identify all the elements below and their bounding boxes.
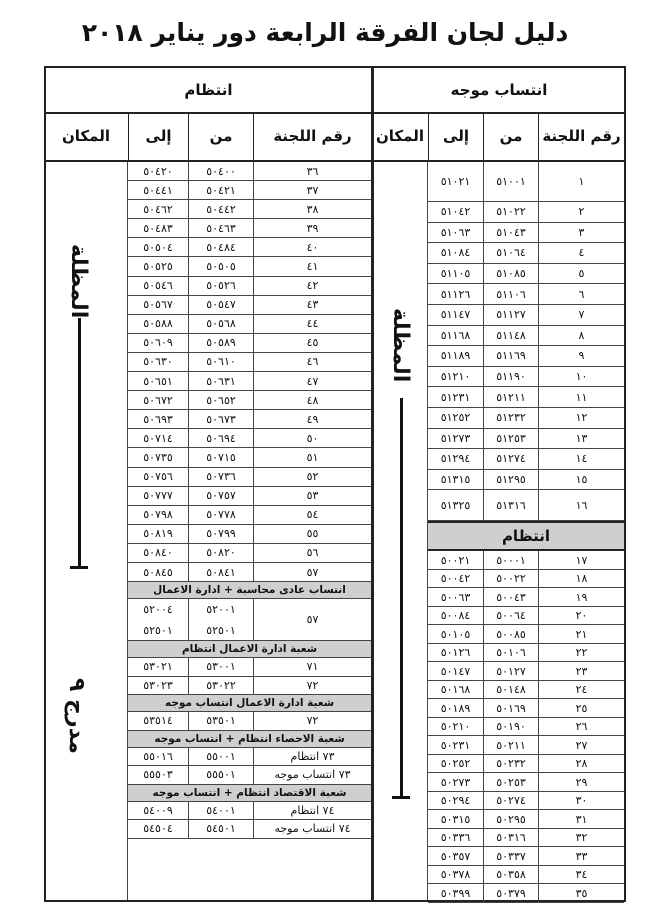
table-row [428,625,624,644]
committee-cell: ٥٣ [253,487,371,505]
from-cell: ٥٠٨٤١ [188,563,253,581]
from-cell: ٥٢٠٠١ [188,599,253,620]
table-row [128,544,371,563]
table-row [428,264,624,285]
committee-cell: ٢ [538,202,624,222]
table-row [428,829,624,848]
from-cell: ٥٠٥٢٦ [188,277,253,295]
to-cell: ٥١٢٩٤ [440,452,471,466]
committee-cell: ٣٠ [538,792,624,810]
from-cell: ٥٠٢٣٢ [483,755,538,773]
committee-cell: ٥٠ [253,429,371,447]
header-to: إلى [128,112,188,162]
right-place-bracket-end [392,796,410,799]
from-cell: ٥٠٦٣١ [188,372,253,390]
left-panel-regular [44,66,373,902]
from-cell: ٥١١٤٨ [483,326,538,346]
to-cell: ٥٠٦٣٠ [143,355,173,369]
table-row [428,644,624,663]
from-cell: ٥٢٥٠١ [188,620,253,641]
committee-cell: ٣٤ [538,866,624,884]
to-cell: ٥١١٢٦ [440,287,471,301]
committee-cell: ٧٣ انتساب موجه [253,766,371,784]
from-cell: ٥١٢٩٥ [483,470,538,490]
committee-cell: ٤١ [253,257,371,275]
to-cell: ٥٠٥٤٦ [143,279,173,293]
table-row [128,162,371,181]
table-row [428,387,624,408]
from-cell: ٥٠٧١٥ [188,448,253,466]
from-cell: ٥٠١٤٨ [483,681,538,699]
to-cell: ٥٣٠٢٣ [143,678,173,692]
committee-cell: ٢١ [538,625,624,643]
to-cell: ٥٠٤٦٢ [143,202,173,216]
to-cell: ٥٤٥٠٤ [143,822,173,836]
from-cell: ٥١٢٧٤ [483,449,538,469]
committee-cell: ١٥ [538,470,624,490]
right-panel-directed-affiliation [372,66,626,902]
from-cell: ٥٥٥٠١ [188,766,253,784]
header-from: من [483,112,538,162]
table-row [128,238,371,257]
committee-cell: ٢٥ [538,699,624,717]
to-cell: ٥٠٦٠٩ [143,336,173,350]
to-cell: ٥٠٥٠٤ [143,240,173,254]
committee-cell: ٧١ [253,658,371,676]
table-row [428,681,624,700]
committee-cell: ١٣ [538,429,624,449]
to-cell: ٥٠٤٤١ [143,183,173,197]
table-row [428,305,624,326]
from-cell: ٥٠٠٤٣ [483,588,538,606]
table-row [428,773,624,792]
committee-cell: ٤٢ [253,277,371,295]
header-committee: رقم اللجنة [538,112,624,162]
table-row [128,487,371,506]
to-cell: ٥٠٨١٩ [143,527,173,541]
from-cell: ٥٠٠٢٢ [483,570,538,588]
committee-cell: ٤٣ [253,296,371,314]
committee-cell: ٤٥ [253,334,371,352]
committee-cell: ٢٤ [538,681,624,699]
committee-cell: ٧٣ انتظام [253,748,371,766]
from-cell: ٥٤٠٠١ [188,802,253,820]
to-cell: ٥٠٨٤٥ [143,565,173,579]
committee-cell: ٥ [538,264,624,284]
section-header: شعبة الاقتصاد انتظام + انتساب موجه [128,785,371,802]
table-row [428,490,624,521]
table-row [128,181,371,200]
committee-cell: ٧٢ [253,677,371,695]
committee-cell: ١٩ [538,588,624,606]
from-cell: ٥١١٢٧ [483,305,538,325]
committee-cell: ٧٢ [253,712,371,730]
left-place-label-bottom: مدرج ٩ [64,678,89,754]
from-cell: ٥١٠٦٤ [483,243,538,263]
from-cell: ٥٠٣٣٧ [483,847,538,865]
from-cell: ٥٠٧٩٩ [188,525,253,543]
from-cell: ٥١٠٠١ [483,162,538,201]
to-cell: ٥٠٠٤٢ [440,572,471,586]
to-cell: ٥٠٥٦٧ [143,298,173,312]
committee-cell: ١٦ [538,490,624,520]
left-place-bracket [78,318,81,568]
table-row [128,429,371,448]
to-cell: ٥١٠٤٢ [440,205,471,219]
committee-cell: ٥٥ [253,525,371,543]
right-place-label: المظلة [388,308,413,383]
table-row [128,277,371,296]
to-cell: ٥٢٥٠١ [143,624,173,638]
from-cell: ٥٠٨٢٠ [188,544,253,562]
to-cell: ٥١١٨٩ [440,349,471,363]
to-cell: ٥٠٠٦٣ [440,590,471,604]
section-header: شعبة الاحصاء انتظام + انتساب موجه [128,731,371,748]
from-cell: ٥٠٦٩٤ [188,429,253,447]
to-cell: ٥١١٤٧ [440,308,471,322]
committee-cell: ٣١ [538,810,624,828]
from-cell: ٥٠٧٣٦ [188,468,253,486]
committee-cell: ١٢ [538,408,624,428]
table-row [428,367,624,388]
to-cell: ٥٠٢٩٤ [440,794,471,808]
to-cell: ٥٠٤٨٣ [143,221,173,235]
from-cell: ٥٣٥٠١ [188,712,253,730]
to-cell: ٥١٣١٥ [440,473,471,487]
table-row [128,658,371,677]
to-cell: ٥٠٧٣٥ [143,450,173,464]
to-cell: ٥٥٥٠٣ [143,768,173,782]
to-cell: ٥٠١٤٧ [440,664,471,678]
to-cell: ٥٠٦٧٢ [143,393,173,407]
left-group-header: انتظام [46,68,371,114]
from-cell: ٥٥٠٠١ [188,748,253,766]
committee-cell: ٢٦ [538,718,624,736]
from-cell: ٥٠٦٥٢ [188,391,253,409]
to-cell: ٥٠٠٨٤ [440,609,471,623]
left-place-label-top: المظلة [66,244,91,319]
from-cell: ٥٠٥٠٥ [188,257,253,275]
committee-cell: ١٠ [538,367,624,387]
committee-cell: ٤٦ [253,353,371,371]
to-cell: ٥٠١٦٨ [440,683,471,697]
from-cell: ٥١٢٣٢ [483,408,538,428]
table-row [128,677,371,696]
committee-cell: ٢٠ [538,607,624,625]
table-row [428,449,624,470]
committee-cell: ٤٧ [253,372,371,390]
from-cell: ٥١١٠٦ [483,284,538,304]
table-row [128,820,371,839]
committee-cell: ٧٤ انتظام [253,802,371,820]
table-row [428,551,624,570]
to-cell: ٥١٠٨٤ [440,246,471,260]
table-row [428,810,624,829]
section-header: شعبة ادارة الاعمال انتظام [128,641,371,658]
table-row [428,718,624,737]
committee-cell: ٤٤ [253,315,371,333]
from-cell: ٥٠٢٥٣ [483,773,538,791]
page-title: دليل لجان الفرقة الرابعة دور يناير ٢٠١٨ [81,18,569,47]
from-cell: ٥١١٩٠ [483,367,538,387]
to-cell: ٥١٢١٠ [440,370,471,384]
range-subrows [128,599,253,640]
table-row [428,326,624,347]
to-cell: ٥٠١٠٥ [440,627,471,641]
table-row [428,847,624,866]
table-row [128,599,371,641]
committee-cell: ٤٨ [253,391,371,409]
committee-cell: ٢٩ [538,773,624,791]
header-to: إلى [428,112,483,162]
to-cell: ٥٠٢٥٢ [440,757,471,771]
table-row [128,391,371,410]
from-cell: ٥٠٥٨٩ [188,334,253,352]
table-row [428,699,624,718]
committee-cell: ٥٦ [253,544,371,562]
table-row [428,223,624,244]
from-cell: ٥١٢١١ [483,387,538,407]
from-cell: ٥٠١٦٩ [483,699,538,717]
to-cell: ٥٠٢٧٣ [440,775,471,789]
table-row [428,284,624,305]
to-cell: ٥٣٥١٤ [143,714,173,728]
to-cell: ٥٠٣٧٨ [440,868,471,882]
from-cell: ٥٠٠٦٤ [483,607,538,625]
to-cell: ٥٠٥٢٥ [143,260,173,274]
table-row [128,372,371,391]
from-cell: ٥٠٣١٦ [483,829,538,847]
from-cell: ٥١٣١٦ [483,490,538,520]
table-row [428,470,624,491]
table-row [428,866,624,885]
committee-cell: ٣٣ [538,847,624,865]
from-cell: ٥٣٠٠١ [188,658,253,676]
from-cell: ٥٠٦٧٣ [188,410,253,428]
committee-cell: ٤ [538,243,624,263]
table-row [128,506,371,525]
to-cell: ٥١٣٢٥ [440,498,471,512]
from-cell: ٥٤٥٠١ [188,820,253,838]
committee-cell: ٢٨ [538,755,624,773]
from-cell: ٥١٢٥٣ [483,429,538,449]
to-cell: ٥٢٠٠٤ [143,603,173,617]
from-cell: ٥٠٧٥٧ [188,487,253,505]
to-cell: ٥٣٠٢١ [143,660,173,674]
to-cell: ٥٠٣١٥ [440,812,471,826]
from-cell: ٥٠١٩٠ [483,718,538,736]
from-cell: ٥١١٦٩ [483,346,538,366]
to-cell: ٥٠٥٨٨ [143,317,173,331]
from-cell: ٥٣٠٢٢ [188,677,253,695]
table-row [428,243,624,264]
table-row [428,884,624,903]
table-row [128,334,371,353]
table-row [428,408,624,429]
to-cell: ٥٤٠٠٩ [143,803,173,817]
to-cell: ٥٠٣٩٩ [440,886,471,900]
committee-cell: ٥٤ [253,506,371,524]
table-row [128,219,371,238]
to-cell: ٥٠٢٣١ [440,738,471,752]
committee-cell: ١ [538,162,624,201]
committee-cell: ١٤ [538,449,624,469]
committee-cell: ٣٨ [253,200,371,218]
table-row [428,202,624,223]
table-subrow [128,599,253,620]
from-cell: ٥٠٥٦٨ [188,315,253,333]
committee-cell: ٢٢ [538,644,624,662]
committee-cell: ٥٧ [253,599,371,640]
table-row [128,200,371,219]
from-cell: ٥٠١٢٧ [483,662,538,680]
right-table-body [428,162,624,903]
committee-cell: ١٨ [538,570,624,588]
to-cell: ٥٥٠١٦ [143,749,173,763]
to-cell: ٥١١٦٨ [440,328,471,342]
table-row [128,748,371,767]
to-cell: ٥٠٨٤٠ [143,546,173,560]
to-cell: ٥٠٦٩٣ [143,412,173,426]
table-row [428,162,624,202]
to-cell: ٥١٢٣١ [440,390,471,404]
from-cell: ٥٠٤٠٠ [188,162,253,180]
from-cell: ٥٠١٠٦ [483,644,538,662]
to-cell: ٥١٠٦٣ [440,225,471,239]
to-cell: ٥١٠٢١ [440,175,471,188]
from-cell: ٥١٠٢٢ [483,202,538,222]
committee-cell: ٢٧ [538,736,624,754]
left-place-bracket-end [70,566,88,569]
from-cell: ٥١٠٤٣ [483,223,538,243]
header-place: المكان [44,112,128,162]
from-cell: ٥٠٦١٠ [188,353,253,371]
table-row [128,712,371,731]
to-cell: ٥٠٧٥٦ [143,470,173,484]
to-cell: ٥١٢٥٢ [440,411,471,425]
from-cell: ٥٠٠٨٥ [483,625,538,643]
from-cell: ٥٠٢٧٤ [483,792,538,810]
to-cell: ٥٠٧٩٨ [143,508,173,522]
table-row [128,315,371,334]
committee-cell: ٥٧ [253,563,371,581]
committee-cell: ٣٦ [253,162,371,180]
committee-cell: ٣٧ [253,181,371,199]
table-row [428,588,624,607]
committee-cell: ٩ [538,346,624,366]
table-row [428,429,624,450]
to-cell: ٥٠١٨٩ [440,701,471,715]
from-cell: ٥٠٢٩٥ [483,810,538,828]
from-cell: ٥٠٥٤٧ [188,296,253,314]
from-cell: ٥١٠٨٥ [483,264,538,284]
right-place-bracket [400,398,403,798]
header-from: من [188,112,253,162]
to-cell: ٥٠٧١٤ [143,431,173,445]
from-cell: ٥٠٧٧٨ [188,506,253,524]
table-row [428,346,624,367]
committee-cell: ٣٥ [538,884,624,902]
committee-cell: ٦ [538,284,624,304]
from-cell: ٥٠٤٨٤ [188,238,253,256]
table-row [128,802,371,821]
committee-cell: ٢٣ [538,662,624,680]
table-row [128,766,371,785]
from-cell: ٥٠٤٢١ [188,181,253,199]
to-cell: ٥٠٠٢١ [440,553,471,567]
committee-cell: ٨ [538,326,624,346]
committee-cell: ٤٠ [253,238,371,256]
section-header: انتساب عادى محاسبة + ادارة الاعمال [128,582,371,599]
committee-cell: ٥١ [253,448,371,466]
table-row [428,570,624,589]
header-place: المكان [372,112,428,162]
table-row [128,563,371,582]
to-cell: ٥١١٠٥ [440,267,471,281]
table-row [128,353,371,372]
committee-cell: ٣ [538,223,624,243]
table-row [128,468,371,487]
to-cell: ٥١٢٧٣ [440,431,471,445]
from-cell: ٥٠٠٠١ [483,551,538,569]
table-row [428,755,624,774]
committee-cell: ٥٢ [253,468,371,486]
from-cell: ٥٠٣٥٨ [483,866,538,884]
table-row [428,662,624,681]
committee-cell: ١٧ [538,551,624,569]
table-row [128,257,371,276]
to-cell: ٥٠٣٣٦ [440,831,471,845]
table-subrow [128,620,253,641]
from-cell: ٥٠٣٧٩ [483,884,538,902]
committee-cell: ٧٤ انتساب موجه [253,820,371,838]
from-cell: ٥٠٤٦٣ [188,219,253,237]
table-row [128,296,371,315]
to-cell: ٥٠٢١٠ [440,720,471,734]
committee-cell: ٧ [538,305,624,325]
to-cell: ٥٠١٢٦ [440,646,471,660]
right-group-header: انتساب موجه [374,68,624,114]
committee-cell: ٣٢ [538,829,624,847]
committee-cell: ٣٩ [253,219,371,237]
committee-cell: ٤٩ [253,410,371,428]
committee-cell: ١١ [538,387,624,407]
table-row [128,410,371,429]
to-cell: ٥٠٤٢٠ [143,164,173,178]
section-header: انتظام [428,521,624,551]
table-row [428,607,624,626]
to-cell: ٥٠٦٥١ [143,374,173,388]
from-cell: ٥٠٤٤٢ [188,200,253,218]
table-row [428,736,624,755]
section-header: شعبة ادارة الاعمال انتساب موجه [128,695,371,712]
to-cell: ٥٠٣٥٧ [440,849,471,863]
to-cell: ٥٠٧٧٧ [143,489,173,503]
from-cell: ٥٠٢١١ [483,736,538,754]
header-committee: رقم اللجنة [253,112,371,162]
table-row [128,525,371,544]
left-table-body [128,162,371,839]
table-row [128,448,371,467]
table-row [428,792,624,811]
